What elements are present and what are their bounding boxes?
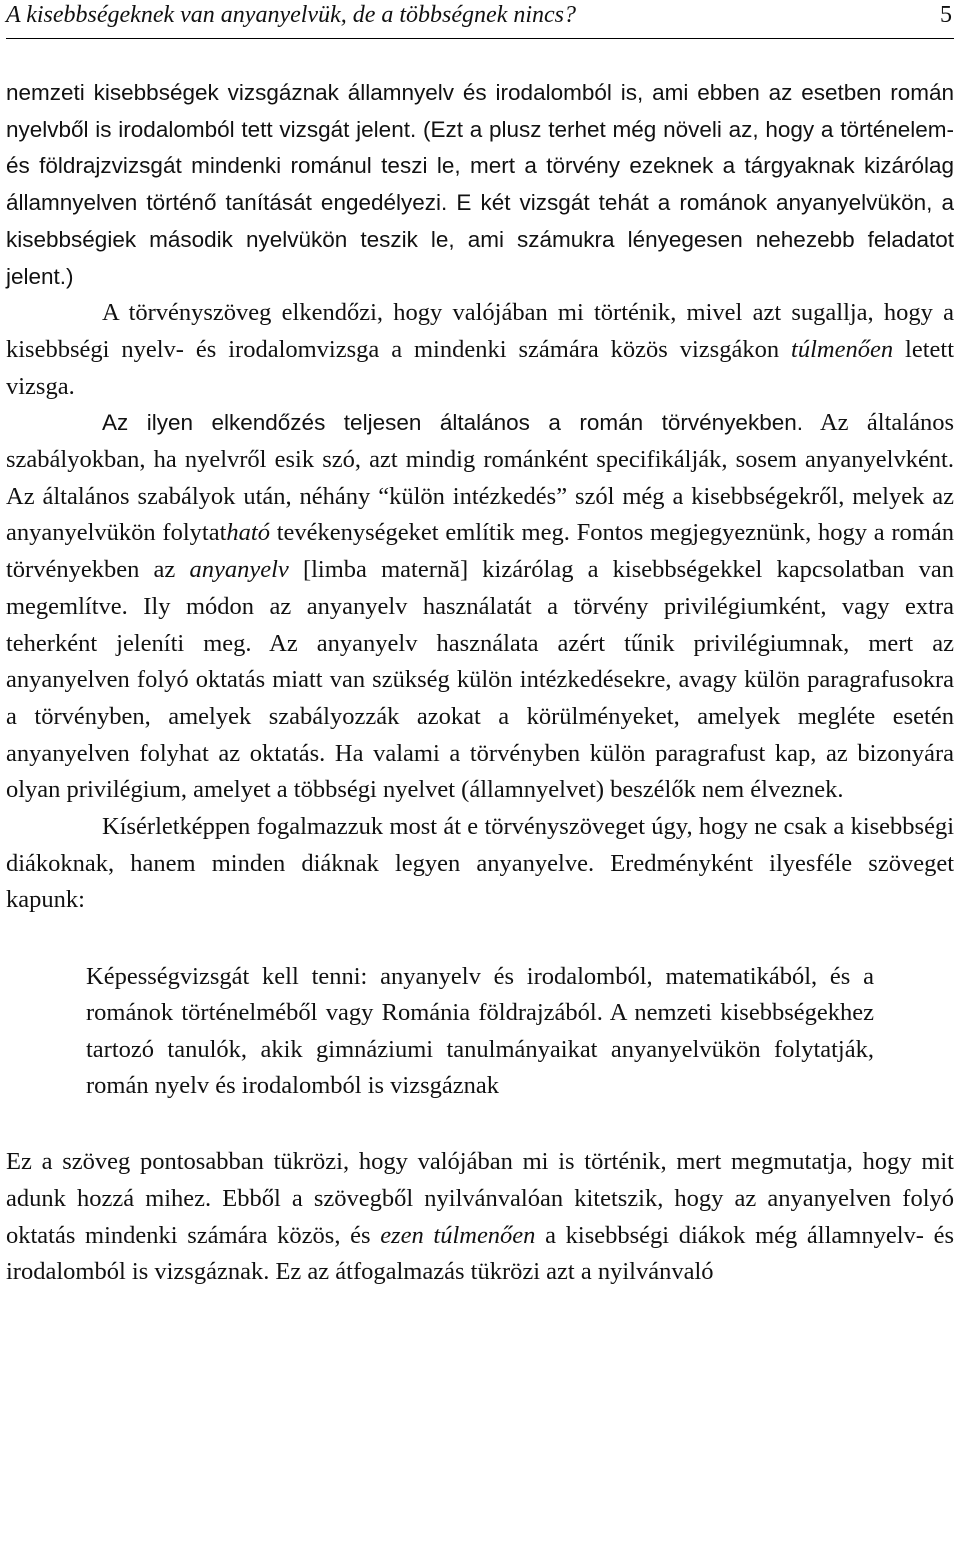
paragraph-3-lead: Az ilyen elkendőzés teljesen általános a román törvényekben. xyxy=(102,410,803,436)
emphasis-tulmenoen: túlmenően xyxy=(791,335,894,363)
running-header xyxy=(6,0,954,39)
paragraph-4: Kísérletképpen fogalmazzuk most át e törvényszöveget úgy, hogy ne csak a kisebbségi diákoknak, hanem minden diáknak legyen anyanyelve. Eredményként ilyesféle szöveget kapunk: xyxy=(6,813,954,914)
block-quote: Képességvizsgát kell tenni: anyanyelv és irodalomból, matematikából, és a románok történelméből vagy Románia földrajzából. A nemzeti kisebbségekhez tartozó tanulók, akik gimnáziumi tanulmányaikat anyanyelvükön folytatják, román nyelv és irodalomból is vizsgáznak xyxy=(86,963,874,1100)
paragraph-1-parenthetical: (Ezt a plusz terhet még növeli az, hogy a történelem- és földrajzvizsgát mindenki románul teszi le, mert a törvény ezeknek a tárgyaknak kizárólag államnyelven történő tanítását engedélyezi. E két vizsgát tehát a románok anyanyelvükön, a kisebbségiek második nyelvükön teszik le, ami számukra lényegesen nehezebb feladatot jelent.) xyxy=(6,116,954,289)
page-number: 5 xyxy=(940,2,952,28)
emphasis-ezen-tulmenoen: ezen túlmenően xyxy=(380,1221,536,1249)
paragraph-2: A törvényszöveg elkendőzi, hogy valójában mi történik, mivel azt sugallja, hogy a kisebbségi nyelv- és irodalomvizsga a mindenki számára közös vizsgákon túlmenően letett vizsga. xyxy=(6,299,955,400)
paragraph-1 xyxy=(6,75,954,295)
paragraph-5: Ez a szöveg pontosabban tükrözi, hogy valójában mi is történik, mert megmutatja, hogy mit adunk hozzá mihez. Ebből a szövegből nyilvánvalóan kitetszik, hogy az anyanyelven folyó oktatás mindenki számára közös, és ezen túlmenően a kisebbségi diákok még államnyelv- és irodalomból is vizsgáznak. Ez az átfogalmazás tükrözi azt a nyilvánvaló xyxy=(6,1148,954,1286)
running-title: A kisebbségeknek van anyanyelvük, de a többségnek nincs? xyxy=(6,2,576,28)
paragraph-3: Az ilyen elkendőzés teljesen általános a román törvényekben. Az általános szabályokban, ha nyelvről esik szó, azt mindig románként specifikálják, sosem anyanyelvként. Az általános szabályok után, néhány “külön intézkedés” szól még a kisebbségekről, melyek az anyanyelvükön folytatható tevékenységeket említik meg. Fontos megjegyeznünk, hogy a román törvényekben az anyanyelv [limba maternă] kizárólag a kisebbségekkel kapcsolatban van megemlítve. Ily módon az anyanyelv használatát a törvény privilégiumként, vagy extra teherként jeleníti meg. Az anyanyelv használata azért tűnik privilégiumnak, mert az anyanyelven folyó oktatás miatt van szükség külön intézkedésekre, avagy külön paragrafusokra a törvényben, amelyek szabályozzák azokat a körülményeket, amelyek megléte esetén anyanyelven folyhat az oktatás. Ha valami a törvényben külön paragrafust kap, az bizonyára olyan privilégium, amelyet a többségi nyelvet (államnyelvet) beszélők nem élveznek. xyxy=(6,409,954,804)
emphasis-anyanyelv: anyanyelv xyxy=(189,556,289,584)
page-body xyxy=(6,75,954,1291)
paragraph-1-start: nemzeti kisebbségek vizsgáznak államnyelv és irodalomból is, ami ebben az esetben román nyelvből is irodalomból tett vizsgát jelent. xyxy=(6,80,954,142)
emphasis-hato: ható xyxy=(226,519,270,547)
